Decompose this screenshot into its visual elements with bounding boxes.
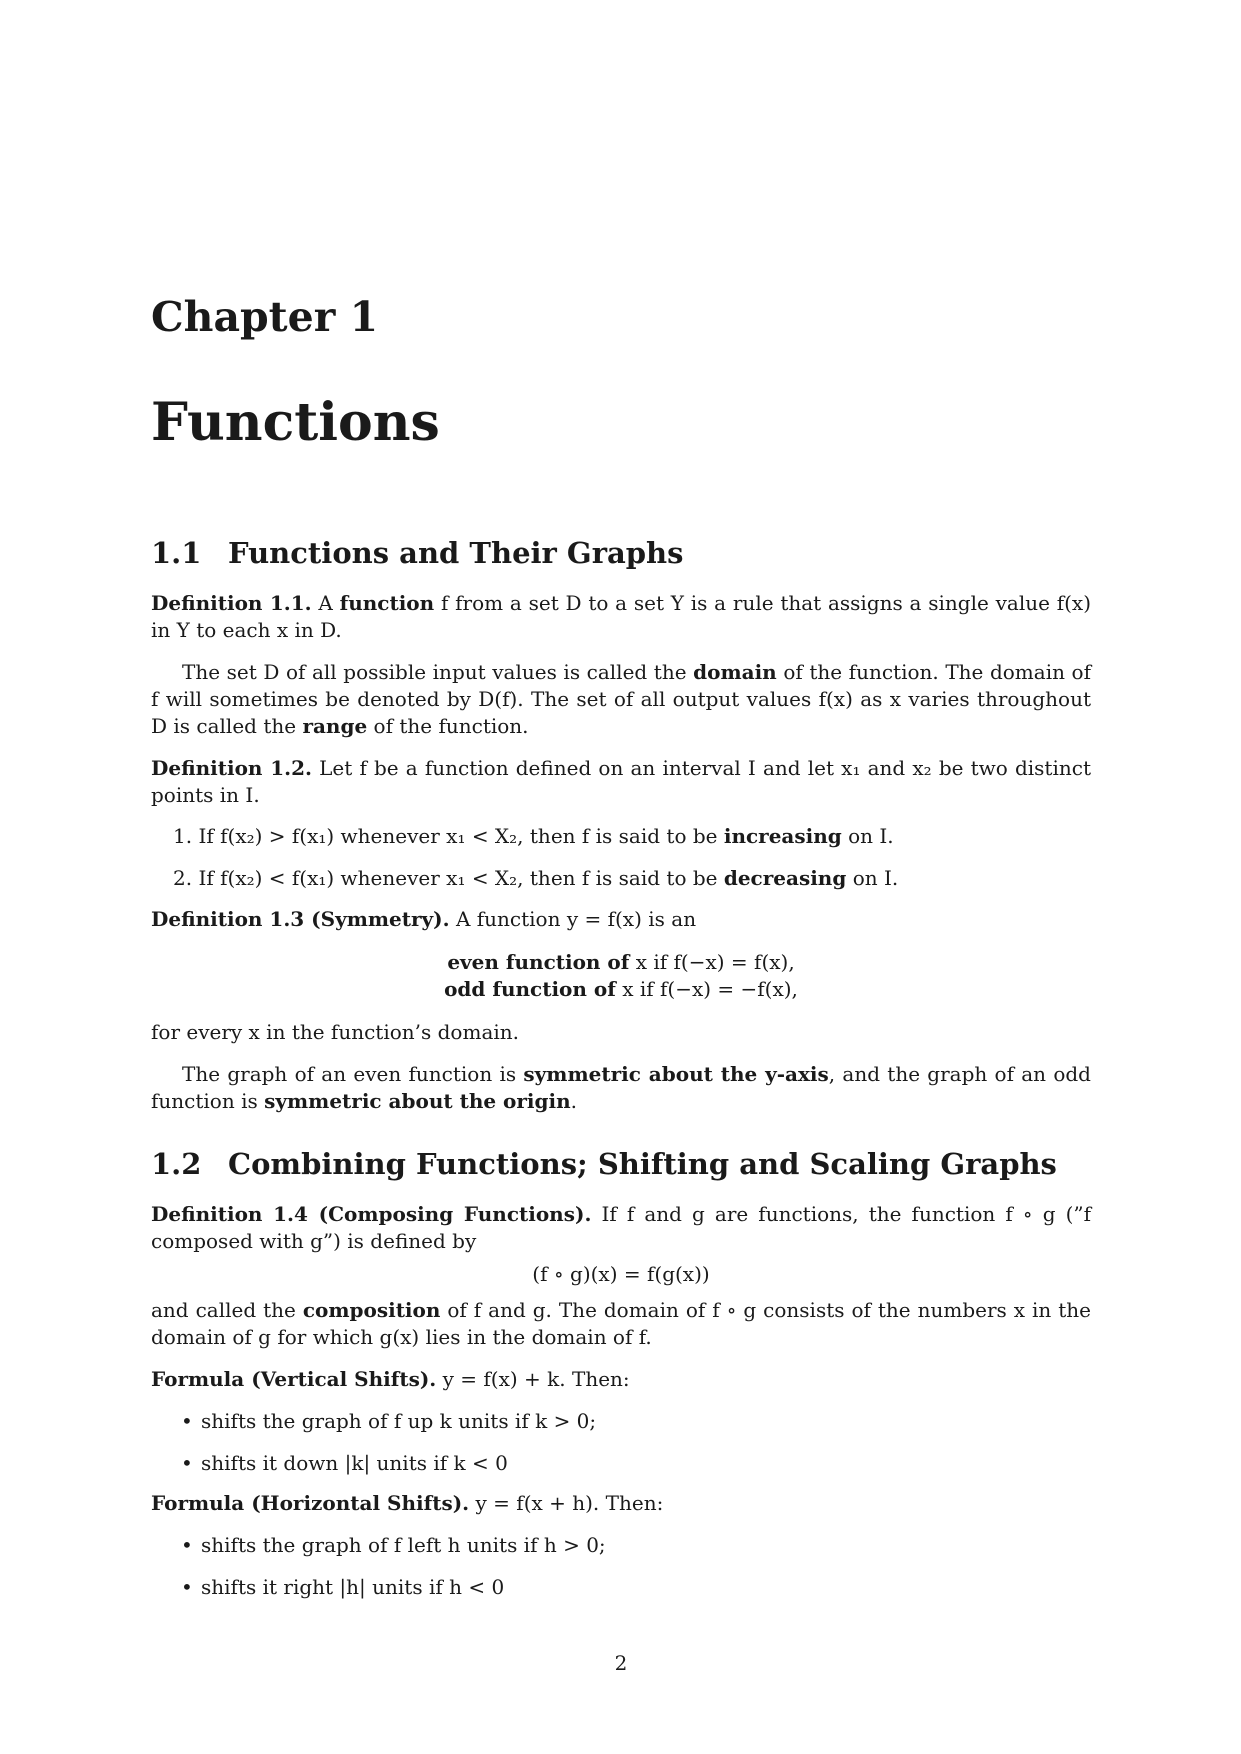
paragraph-text: . [570, 1089, 578, 1113]
list-text: on I. [841, 824, 894, 848]
term-function: function [339, 591, 435, 615]
formula-text: x if f(−x) = f(x), [629, 950, 795, 974]
formula-horizontal-shifts [151, 1490, 1091, 1517]
formula-head: Formula (Horizontal Shifts). [151, 1491, 470, 1515]
formula-text: y = f(x + h). Then: [469, 1491, 664, 1515]
composition-formula: (f ∘ g)(x) = f(g(x)) [532, 1262, 710, 1286]
list-text: shifts the graph of f up k units if k > 0; [201, 1409, 597, 1433]
definition-1-3 [151, 906, 1091, 933]
term-symmetric-y-axis: symmetric about the y-axis [523, 1062, 829, 1086]
definition-head: Definition 1.1. [151, 591, 312, 615]
list-text: shifts the graph of f left h units if h > 0; [201, 1533, 606, 1557]
composition-paragraph [151, 1297, 1091, 1351]
bullet-icon: • [181, 1575, 193, 1599]
list-marker: 1. [173, 824, 193, 848]
section-heading-1-2 [151, 1146, 1057, 1182]
bullet-icon: • [181, 1409, 193, 1433]
page-number: 2 [614, 1651, 628, 1675]
definition-1-2 [151, 755, 1091, 809]
definition-head: Definition 1.4 (Composing Functions). [151, 1202, 592, 1226]
paragraph-text: of f and g. The domain of f ∘ g consists of the numbers x in the domain of g for which g(x) lies in the domain of f. [151, 1298, 1091, 1349]
definition-text: If f and g are functions, the function f ∘ g (”f composed with g”) is defined by [151, 1202, 1091, 1253]
term-range: range [302, 714, 368, 738]
paragraph-text: , and the graph of an odd function is [151, 1062, 1091, 1113]
definition-1-3-after: for every x in the function’s domain. [151, 1020, 519, 1044]
list-item [173, 823, 894, 850]
chapter-label: Chapter 1 [151, 293, 379, 341]
formula-text: y = f(x) + k. Then: [436, 1367, 630, 1391]
document-page [151, 0, 1091, 1754]
section-number: 1.1 [151, 536, 202, 570]
paragraph-text: and called the [151, 1298, 303, 1322]
definition-1-1 [151, 590, 1091, 644]
paragraph-symmetry [151, 1061, 1091, 1115]
list-item [181, 1532, 606, 1559]
list-text: If f(x₂) < f(x₁) whenever x₁ < X₂, then f is said to be [198, 866, 724, 890]
chapter-title: Functions [151, 392, 440, 453]
list-text: shifts it right |h| units if h < 0 [201, 1575, 505, 1599]
term-decreasing: decreasing [723, 866, 847, 890]
definition-head: Definition 1.3 (Symmetry). [151, 907, 450, 931]
definition-text: A function y = f(x) is an [449, 907, 697, 931]
term-domain: domain [693, 660, 777, 684]
list-item [181, 1574, 504, 1601]
list-text: on I. [846, 866, 899, 890]
paragraph-text: of the function. [367, 714, 529, 738]
term-odd-function: odd function of [444, 977, 616, 1001]
definition-text: f from a set D to a set Y is a rule that assigns a single value f(x) in Y to each x in D. [151, 591, 1091, 642]
list-text: If f(x₂) > f(x₁) whenever x₁ < X₂, then f is said to be [198, 824, 724, 848]
term-composition: composition [302, 1298, 441, 1322]
formula-vertical-shifts [151, 1366, 1091, 1393]
bullet-icon: • [181, 1451, 193, 1475]
paragraph-text: of the function. The domain of f will sometimes be denoted by D(f). The set of all output values f(x) as x varies throughout D is called the [151, 660, 1091, 738]
section-number: 1.2 [151, 1147, 202, 1181]
paragraph-text: The set D of all possible input values is called the [182, 660, 694, 684]
term-increasing: increasing [723, 824, 842, 848]
paragraph-text: The graph of an even function is [182, 1062, 524, 1086]
bullet-icon: • [181, 1533, 193, 1557]
odd-function-line [151, 976, 1091, 1003]
list-marker: 2. [173, 866, 193, 890]
definition-head: Definition 1.2. [151, 756, 312, 780]
section-heading-1-1 [151, 535, 683, 571]
list-text: shifts it down |k| units if k < 0 [201, 1451, 508, 1475]
section-title: Combining Functions; Shifting and Scaling Graphs [228, 1147, 1057, 1181]
list-item [181, 1450, 508, 1477]
definition-text: Let f be a function defined on an interval I and let x₁ and x₂ be two distinct points in I. [151, 756, 1091, 807]
definition-text: A [311, 591, 340, 615]
formula-head: Formula (Vertical Shifts). [151, 1367, 437, 1391]
even-function-line [151, 949, 1091, 976]
list-item [173, 865, 898, 892]
list-item [181, 1408, 596, 1435]
section-title: Functions and Their Graphs [228, 536, 684, 570]
term-even-function: even function of [447, 950, 630, 974]
definition-1-4 [151, 1201, 1091, 1255]
term-symmetric-origin: symmetric about the origin [264, 1089, 571, 1113]
formula-text: x if f(−x) = −f(x), [615, 977, 798, 1001]
paragraph-domain-range [151, 659, 1091, 740]
